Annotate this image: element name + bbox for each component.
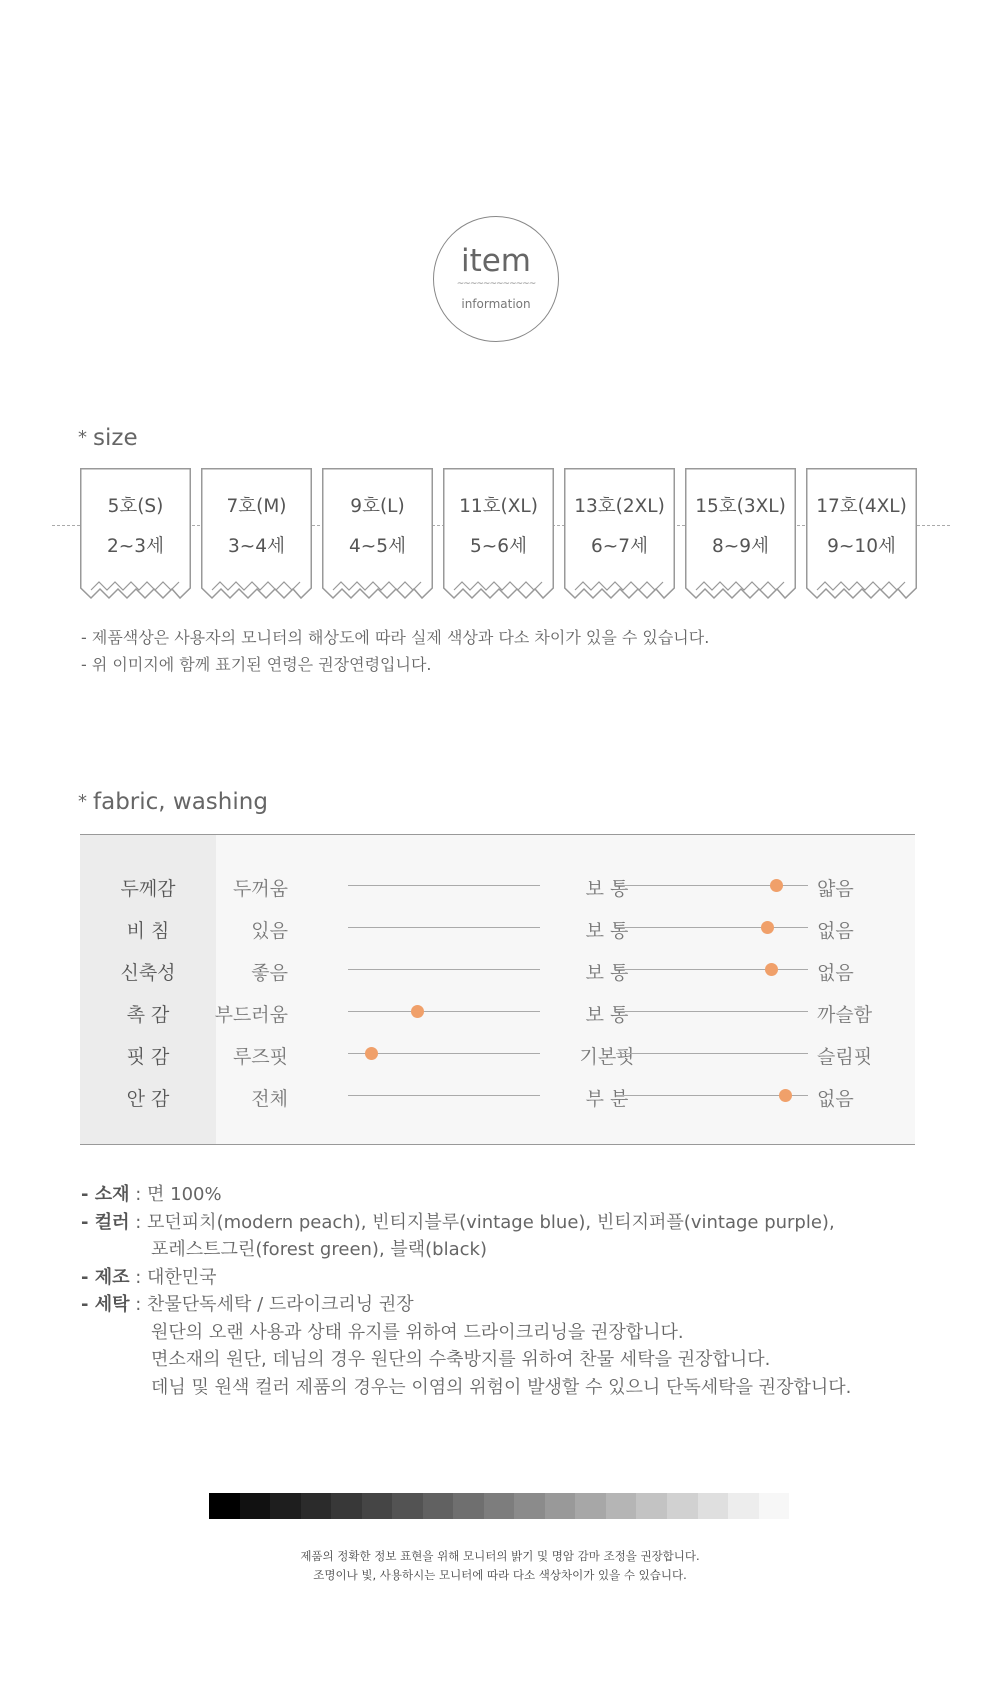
- made-row: [81, 1264, 851, 1292]
- made-key: - 제조: [81, 1266, 130, 1288]
- color-value: : 모던피치(modern peach), 빈티지블루(vintage blue), 빈티지퍼플(vintage purple),: [129, 1211, 835, 1233]
- size-tags: [80, 468, 920, 608]
- scale-indicator-dot: [411, 1005, 424, 1018]
- fabric-row-right: 얇음: [817, 878, 854, 900]
- size-section-title: * size: [78, 425, 138, 451]
- size-tag: [685, 468, 796, 608]
- size-tag: [80, 468, 191, 608]
- made-value: : 대한민국: [129, 1266, 217, 1288]
- scale-line: [616, 969, 808, 970]
- wash-line: 데님 및 원색 컬러 제품의 경우는 이염의 위험이 발생할 수 있으니 단독세탁을 권장합니다.: [151, 1376, 852, 1398]
- gray-swatch: [698, 1493, 729, 1519]
- tag-size: 7호(M): [226, 496, 287, 517]
- fabric-row: [80, 907, 915, 949]
- wash-key: - 세탁: [81, 1294, 130, 1315]
- fabric-row-left: 부드러움: [214, 1004, 288, 1026]
- gray-swatch: [759, 1493, 790, 1519]
- tag-age: 2~3세: [107, 536, 164, 557]
- fabric-row-mid: 보 통: [585, 878, 629, 900]
- material-value: : 면 100%: [129, 1184, 222, 1205]
- badge-wave: ~~~~~~~~~~~~: [456, 279, 536, 289]
- gray-swatch: [362, 1493, 393, 1519]
- gray-swatch: [667, 1493, 698, 1519]
- scale-indicator-dot: [779, 1089, 792, 1102]
- size-tag: [443, 468, 554, 608]
- fabric-row: [80, 949, 915, 991]
- gray-swatch: [392, 1493, 423, 1519]
- size-tag: [201, 468, 312, 608]
- scale-line: [348, 969, 540, 970]
- fabric-row-mid: 부 분: [585, 1088, 629, 1110]
- tag-age: 5~6세: [470, 536, 527, 557]
- size-notes: [81, 624, 709, 678]
- fabric-table: [80, 834, 915, 1145]
- gray-swatch: [545, 1493, 576, 1519]
- gray-swatch: [728, 1493, 759, 1519]
- tag-size: 13호(2XL): [574, 496, 665, 517]
- product-info-list: [81, 1181, 851, 1401]
- fabric-row-left: 루즈핏: [232, 1046, 288, 1068]
- item-information-badge: [433, 216, 559, 342]
- fabric-row: [80, 1033, 915, 1075]
- asterisk-icon: *: [78, 427, 87, 448]
- gray-swatch: [514, 1493, 545, 1519]
- tag-size: 9호(L): [350, 496, 405, 517]
- color-key: - 컬러: [81, 1211, 130, 1233]
- wash-value: : 찬물단독세탁 / 드라이크리닝 권장: [129, 1294, 414, 1315]
- size-note: - 제품색상은 사용자의 모니터의 해상도에 따라 실제 색상과 다소 차이가 있을 수 있습니다.: [81, 628, 710, 647]
- material-row: [81, 1181, 851, 1209]
- fabric-row-right: 없음: [817, 920, 854, 942]
- fabric-row-left: 전체: [251, 1088, 288, 1110]
- size-tag: [322, 468, 433, 608]
- grayscale-bar: [209, 1493, 789, 1519]
- scale-line: [348, 885, 540, 886]
- fabric-row: [80, 1075, 915, 1117]
- tag-age: 9~10세: [827, 536, 896, 557]
- gray-swatch: [270, 1493, 301, 1519]
- footer-notice: [0, 1547, 1000, 1585]
- gray-swatch: [575, 1493, 606, 1519]
- gray-swatch: [606, 1493, 637, 1519]
- fabric-row-mid: 보 통: [585, 962, 629, 984]
- fabric-row-label: 안 감: [126, 1088, 170, 1110]
- fabric-row-left: 두꺼움: [232, 878, 288, 900]
- fabric-row-right: 없음: [817, 1088, 854, 1110]
- fabric-row: [80, 865, 915, 907]
- badge-title: item: [460, 243, 532, 279]
- asterisk-icon: *: [78, 791, 87, 812]
- footer-line: 제품의 정확한 정보 표현을 위해 모니터의 밝기 및 명암 감마 조정을 권장합니다.: [300, 1549, 700, 1563]
- tag-size: 15호(3XL): [695, 496, 786, 517]
- size-note: - 위 이미지에 함께 표기된 연령은 권장연령입니다.: [81, 655, 432, 674]
- fabric-row: [80, 991, 915, 1033]
- fabric-row-right: 슬림핏: [817, 1046, 873, 1068]
- size-tag: [806, 468, 917, 608]
- scale-line: [348, 927, 540, 928]
- fabric-row-label: 신축성: [120, 962, 176, 984]
- color-row: [81, 1209, 851, 1237]
- fabric-row-label: 핏 감: [126, 1046, 170, 1068]
- gray-swatch: [331, 1493, 362, 1519]
- tag-size: 5호(S): [107, 496, 164, 517]
- wash-line: 면소재의 원단, 데님의 경우 원단의 수축방지를 위하여 찬물 세탁을 권장합니다.: [151, 1349, 771, 1370]
- fabric-section-title: * fabric, washing: [78, 789, 268, 815]
- tag-size: 17호(4XL): [816, 496, 907, 517]
- fabric-row-left: 좋음: [251, 962, 288, 984]
- gray-swatch: [636, 1493, 667, 1519]
- gray-swatch: [240, 1493, 271, 1519]
- fabric-row-right: 까슬함: [817, 1004, 873, 1026]
- tag-size: 11호(XL): [459, 496, 538, 517]
- size-tag: [564, 468, 675, 608]
- fabric-row-left: 있음: [251, 920, 288, 942]
- gray-swatch: [423, 1493, 454, 1519]
- scale-indicator-dot: [365, 1047, 378, 1060]
- tag-age: 6~7세: [591, 536, 648, 557]
- gray-swatch: [301, 1493, 332, 1519]
- scale-line: [616, 927, 808, 928]
- scale-line: [616, 1053, 808, 1054]
- badge-subtitle: information: [461, 297, 531, 311]
- scale-indicator-dot: [770, 879, 783, 892]
- fabric-row-right: 없음: [817, 962, 854, 984]
- tag-age: 3~4세: [228, 536, 285, 557]
- wash-line: 원단의 오랜 사용과 상태 유지를 위하여 드라이크리닝을 권장합니다.: [151, 1321, 684, 1343]
- scale-line: [348, 1095, 540, 1096]
- scale-indicator-dot: [761, 921, 774, 934]
- fabric-row-mid: 기본핏: [579, 1046, 635, 1068]
- gray-swatch: [453, 1493, 484, 1519]
- gray-swatch: [484, 1493, 515, 1519]
- fabric-row-label: 두께감: [120, 878, 176, 900]
- tag-age: 8~9세: [712, 536, 769, 557]
- footer-line: 조명이나 빛, 사용하시는 모니터에 따라 다소 색상차이가 있을 수 있습니다.: [313, 1568, 687, 1582]
- fabric-row-label: 촉 감: [126, 1004, 170, 1026]
- color-row-cont: 포레스트그린(forest green), 블랙(black): [151, 1239, 487, 1260]
- fabric-row-label: 비 침: [126, 920, 170, 942]
- wash-row: [81, 1291, 851, 1319]
- gray-swatch: [209, 1493, 240, 1519]
- material-key: - 소재: [81, 1184, 130, 1205]
- scale-line: [348, 1011, 540, 1012]
- fabric-row-mid: 보 통: [585, 920, 629, 942]
- fabric-row-mid: 보 통: [585, 1004, 629, 1026]
- scale-line: [616, 1011, 808, 1012]
- scale-indicator-dot: [765, 963, 778, 976]
- tag-age: 4~5세: [349, 536, 406, 557]
